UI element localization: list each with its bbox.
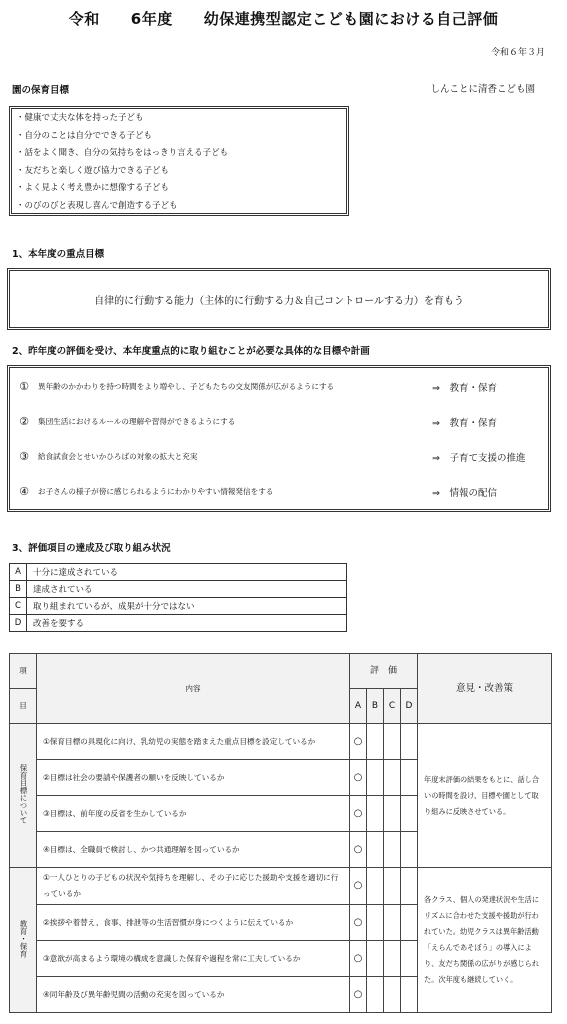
eval-mark-a: ○	[350, 760, 367, 796]
plan-number: ②	[19, 415, 29, 428]
header-item-bottom: 目	[10, 689, 37, 724]
philosophy-item: ・健康で丈夫な体を持った子ども	[16, 113, 144, 123]
legend-text: 十分に達成されている	[27, 564, 347, 581]
philosophy-heading: 園の保育目標	[12, 85, 70, 96]
plan-box	[7, 365, 551, 512]
legend-text: 達成されている	[27, 581, 347, 598]
item-text: ①保育目標の具現化に向け、乳幼児の実態を踏まえた重点目標を設定しているか	[37, 724, 350, 760]
evaluation-table	[9, 653, 552, 1013]
eval-mark-a: ○	[350, 868, 367, 905]
philosophy-item: ・友だちと楽しく遊び協力できる子ども	[16, 165, 170, 176]
item-text: ②挨拶や着替え、食事、排泄等の生活習慣が身につくように伝えているか	[37, 905, 350, 941]
plan-row	[10, 474, 548, 509]
plan-text: 給食試食会とせいかひろばの対象の拡大と充実	[38, 452, 198, 461]
plan-number: ④	[19, 485, 29, 498]
eval-mark-a: ○	[350, 796, 367, 832]
plan-area: ⇒ 教育・保育	[432, 382, 497, 394]
item-text: ③意欲が高まるよう環境の構成を意識した保育や過程を常に工夫しているか	[37, 941, 350, 977]
philosophy-item: ・話をよく聞き、自分の気持ちをはっきり言える子ども	[16, 148, 229, 158]
header-col-b: B	[367, 689, 384, 724]
legend-row	[10, 615, 347, 632]
legend-row	[10, 598, 347, 615]
plan-text: 異年齢のかかわりを持つ時間をより増やし、子どもたちの交友関係が広がるようにする	[38, 382, 335, 391]
header-content: 内容	[37, 654, 350, 724]
eval-mark-a: ○	[350, 724, 367, 760]
legend-table	[9, 563, 347, 632]
plan-row	[10, 369, 548, 404]
item-text: ④同年齢及び異年齢児間の活動の充実を図っているか	[37, 977, 350, 1013]
legend-key: A	[10, 564, 27, 581]
item-text: ②目標は社会の要請や保護者の願いを反映しているか	[37, 760, 350, 796]
group-label: 保育目標について	[10, 724, 37, 868]
legend-text: 取り組まれているが、成果が十分ではない	[27, 598, 347, 615]
legend-row	[10, 564, 347, 581]
table-row	[10, 724, 552, 760]
plan-number: ③	[19, 450, 29, 463]
plan-text: 集団生活におけるルールの理解や習得ができるようにする	[38, 417, 236, 426]
section1-heading: 1、本年度の重点目標	[12, 249, 105, 260]
plan-number: ①	[19, 380, 29, 393]
header-col-a: A	[350, 689, 367, 724]
opinion-text: 各クラス、個人の発達状況や生活にリズムに合わせた支援や援助が行われていた。幼児クラスは異年齢活動「えらんであそぼう」の導入により、友だち関係の広がりが感じられた。次年度も継続していく。	[418, 868, 552, 1013]
philosophy-item: ・のびのびと表現し喜んで創造する子ども	[16, 200, 178, 211]
header-opinion: 意見・改善策	[418, 654, 552, 724]
plan-area: ⇒ 情報の配信	[432, 487, 497, 499]
philosophy-item: ・自分のことは自分でできる子ども	[16, 130, 153, 141]
eval-mark-a: ○	[350, 832, 367, 868]
item-text: ④目標は、全職員で検討し、かつ共通理解を図っているか	[37, 832, 350, 868]
philosophy-item: ・よく見よく考え豊かに想像する子ども	[16, 183, 170, 193]
philosophy-box	[9, 106, 349, 216]
plan-text: お子さんの様子が傍に感じられるようにわかりやすい情報発信をする	[38, 487, 274, 496]
section3-heading: 3、評価項目の達成及び取り組み状況	[12, 543, 171, 554]
focus-goal-text: 自律的に行動する能力（主体的に行動する力＆自己コントロールする力）を育もう	[94, 295, 464, 307]
eval-mark-a: ○	[350, 941, 367, 977]
legend-row	[10, 581, 347, 598]
plan-area: ⇒ 教育・保育	[432, 417, 497, 429]
header-col-d: D	[401, 689, 418, 724]
item-text: ③目標は、前年度の反省を生かしているか	[37, 796, 350, 832]
header-item-top: 項	[10, 654, 37, 689]
legend-key: B	[10, 581, 27, 598]
focus-goal-box	[7, 268, 551, 330]
plan-area: ⇒ 子育て支援の推進	[432, 452, 526, 464]
plan-row	[10, 439, 548, 474]
eval-mark-a: ○	[350, 905, 367, 941]
page-title: 令和 6年度 幼保連携型認定こども園における自己評価	[68, 10, 499, 28]
plan-row	[10, 404, 548, 439]
header-col-c: C	[384, 689, 401, 724]
legend-text: 改善を要する	[27, 615, 347, 632]
legend-key: C	[10, 598, 27, 615]
eval-mark-a: ○	[350, 977, 367, 1013]
opinion-text: 年度末評価の結果をもとに、話し合いの時間を設け、目標や園として取り組みに反映させている。	[418, 724, 552, 868]
document-date: 令和６年３月	[490, 48, 545, 58]
item-text: ①一人ひとりの子どもの状況や気持ちを理解し、その子に応じた援助や支援を適切に行っているか	[37, 868, 350, 905]
group-label: 教育・保育	[10, 868, 37, 1013]
header-evaluation: 評 価	[350, 654, 418, 689]
table-row	[10, 868, 552, 905]
school-name: しんことに清香こども園	[430, 84, 535, 95]
legend-key: D	[10, 615, 27, 632]
section2-heading: 2、昨年度の評価を受け、本年度重点的に取り組むことが必要な具体的な目標や計画	[12, 346, 370, 357]
